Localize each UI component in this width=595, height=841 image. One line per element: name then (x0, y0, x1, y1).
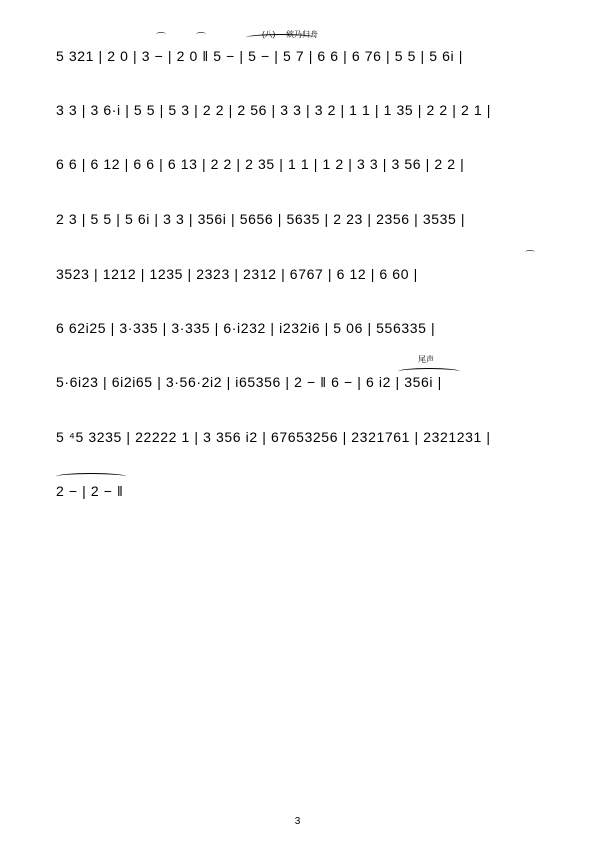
score-line-text: 6 62i25 | 3·335 | 3·335 | 6·i232 | i232i6 | 5 06 | 556335 | (56, 320, 436, 336)
score-line-text: 5 321 | 2 0 | 3 − | 2 0 ‖ 5 − | 5 − | 5 7 | 6 6 | 6 76 | 5 5 | 5 6i | (56, 48, 463, 64)
score-line (56, 370, 442, 394)
score-line-text: 5 ⁴5 3235 | 22222 1 | 3 356 i2 | 67653256 | 2321761 | 2321231 | (56, 429, 491, 445)
score-line-text: 5·6i23 | 6i2i65 | 3·56·2i2 | i65356 | 2 − ‖ 6 − | 6 i2 | 356i | (56, 374, 442, 390)
section-title: 欸乃归舟 (286, 30, 318, 39)
score-line (56, 44, 463, 68)
fermata-mark: ⌒ (525, 251, 535, 262)
score-line-text: 3 3 | 3 6·i | 5 5 | 5 3 | 2 2 | 2 56 | 3 3 | 3 2 | 1 1 | 1 35 | 2 2 | 2 1 | (56, 102, 491, 118)
score-line-text: 2 3 | 5 5 | 5 6i | 3 3 | 356i | 5656 | 5635 | 2 23 | 2356 | 3535 | (56, 211, 466, 227)
fermata-mark: ⌒ (196, 33, 206, 44)
page-number: 3 (294, 816, 301, 827)
score-line (56, 98, 491, 122)
score-line (56, 425, 491, 449)
score-line (56, 152, 464, 176)
score-line-text: 6 6 | 6 12 | 6 6 | 6 13 | 2 2 | 2 35 | 1 1 | 1 2 | 3 3 | 3 56 | 2 2 | (56, 156, 465, 172)
score-line (56, 316, 435, 340)
score-line (56, 479, 123, 503)
score-line-text: 3523 | 1212 | 1235 | 2323 | 2312 | 6767 | 6 12 | 6 60 | (56, 266, 418, 282)
score-line (56, 262, 418, 286)
score-line (56, 207, 465, 231)
fermata-mark: ⌒ (156, 33, 166, 44)
score-line-text: 2 − | 2 − ‖ (56, 483, 124, 499)
coda-label: 尾声 (418, 355, 434, 364)
section-label: (八) (262, 30, 276, 39)
